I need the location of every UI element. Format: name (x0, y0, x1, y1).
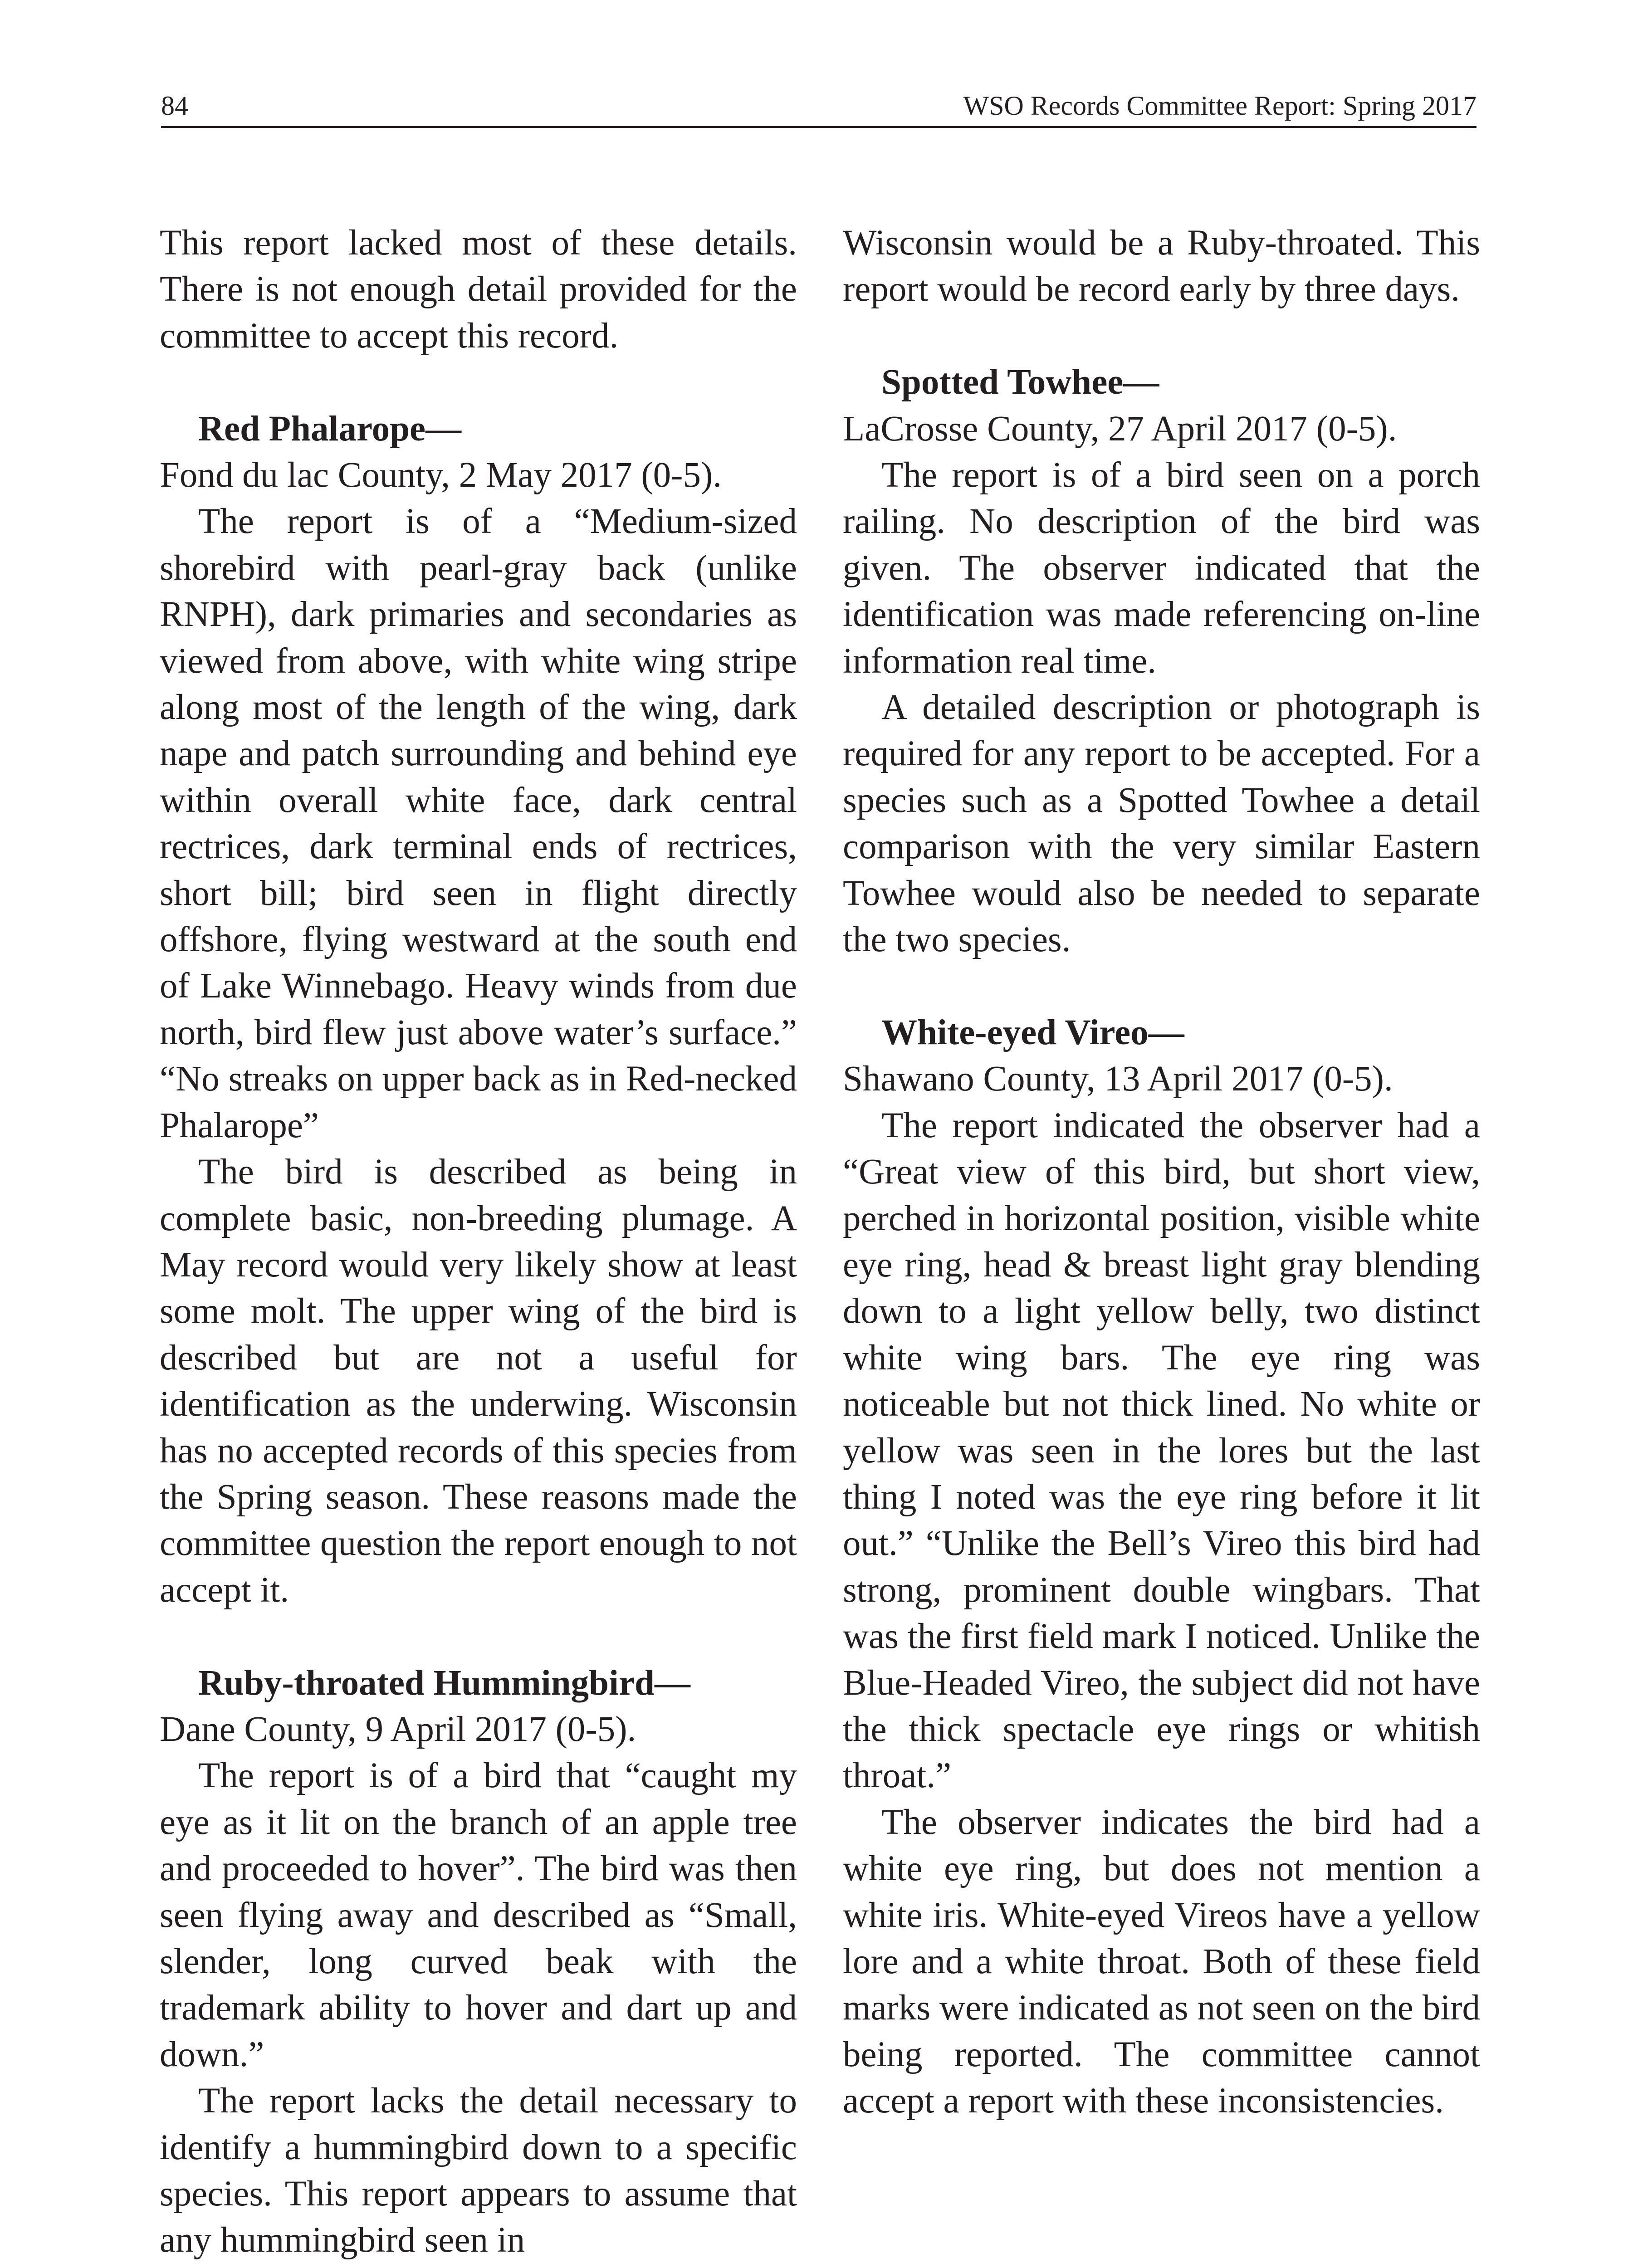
record-location: LaCrosse County, 27 April 2017 (0-5). (843, 409, 1397, 449)
species-heading-ruby-throated-hummingbird: Ruby-throated Hummingbird— (198, 1663, 690, 1703)
body-paragraph: The report indicated the observer had a “Great view of this bird, but short view, perched in horizontal position, visible white eye ring, head & breast light gray blending down to a light yellow belly, two distinct white wing bars. The eye ring was noticeable but not thick lined. No white or yellow was seen in the lores but the last thing I noted was the eye ring before it lit out.” “Unlike the Bell’s Vireo this bird had strong, prominent double wingbars. That was the first field mark I noticed. Unlike the Blue-Headed Vireo, the subject did not have the thick spectacle eye rings or whitish throat.” (843, 1105, 1480, 1796)
record-location: Fond du lac County, 2 May 2017 (0-5). (160, 455, 722, 495)
body-paragraph: The report is of a bird seen on a porch railing. No description of the bird was given. The observer indicated that the identification was made referencing on-line information real time. (843, 455, 1480, 681)
left-column (160, 220, 797, 2264)
body-paragraph: A detailed description or photograph is required for any report to be accepted. For a species such as a Spotted Towhee a detail comparison with the very similar Eastern Towhee would also be needed to separate the two species. (843, 688, 1480, 960)
species-heading-white-eyed-vireo: White-eyed Vireo— (881, 1012, 1184, 1052)
running-title: WSO Records Committee Report: Spring 2017 (963, 91, 1477, 121)
record-location: Shawano County, 13 April 2017 (0-5). (843, 1059, 1393, 1099)
body-paragraph: The bird is described as being in complete basic, non-breeding plumage. A May record would very likely show at least some molt. The upper wing of the bird is described but are not a useful for identification as the underwing. Wisconsin has no accepted records of this species from the Spring season. These reasons made the committee question the report enough to not accept it. (160, 1152, 797, 1610)
species-heading-spotted-towhee: Spotted Towhee— (881, 362, 1159, 402)
page-number: 84 (161, 91, 188, 121)
continued-paragraph: Wisconsin would be a Ruby-throated. This report would be record early by three days. (843, 223, 1480, 309)
body-paragraph: The observer indicates the bird had a white eye ring, but does not mention a white iris. White-eyed Vireos have a yellow lore and a white throat. Both of these field marks were indicated as not seen on the bird being reported. The committee cannot accept a report with these inconsistencies. (843, 1802, 1480, 2121)
intro-paragraph: This report lacked most of these details. There is not enough detail provided for the committee to accept this record. (160, 223, 797, 356)
body-paragraph: The report is of a bird that “caught my eye as it lit on the branch of an apple tree and proceeded to hover”. The bird was then seen flying away and described as “Small, slender, long curved beak with the trademark ability to hover and dart up and down.” (160, 1756, 797, 2074)
body-paragraph: The report lacks the detail necessary to identify a hummingbird down to a specific species. This report appears to assume that any hummingbird seen in (160, 2081, 797, 2260)
right-column (843, 220, 1480, 2125)
species-heading-red-phalarope: Red Phalarope— (198, 409, 462, 449)
page-header (161, 85, 1477, 128)
body-paragraph: The report is of a “Medium-sized shorebird with pearl-gray back (unlike RNPH), dark primaries and secondaries as viewed from above, with white wing stripe along most of the length of the wing, dark nape and patch surrounding and behind eye within overall white face, dark central rectrices, dark terminal ends of rectrices, short bill; bird seen in flight directly offshore, flying westward at the south end of Lake Winnebago. Heavy winds from due north, bird flew just above water’s surface.” “No streaks on upper back as in Red-necked Phalarope” (160, 502, 797, 1145)
record-location: Dane County, 9 April 2017 (0-5). (160, 1709, 636, 1749)
